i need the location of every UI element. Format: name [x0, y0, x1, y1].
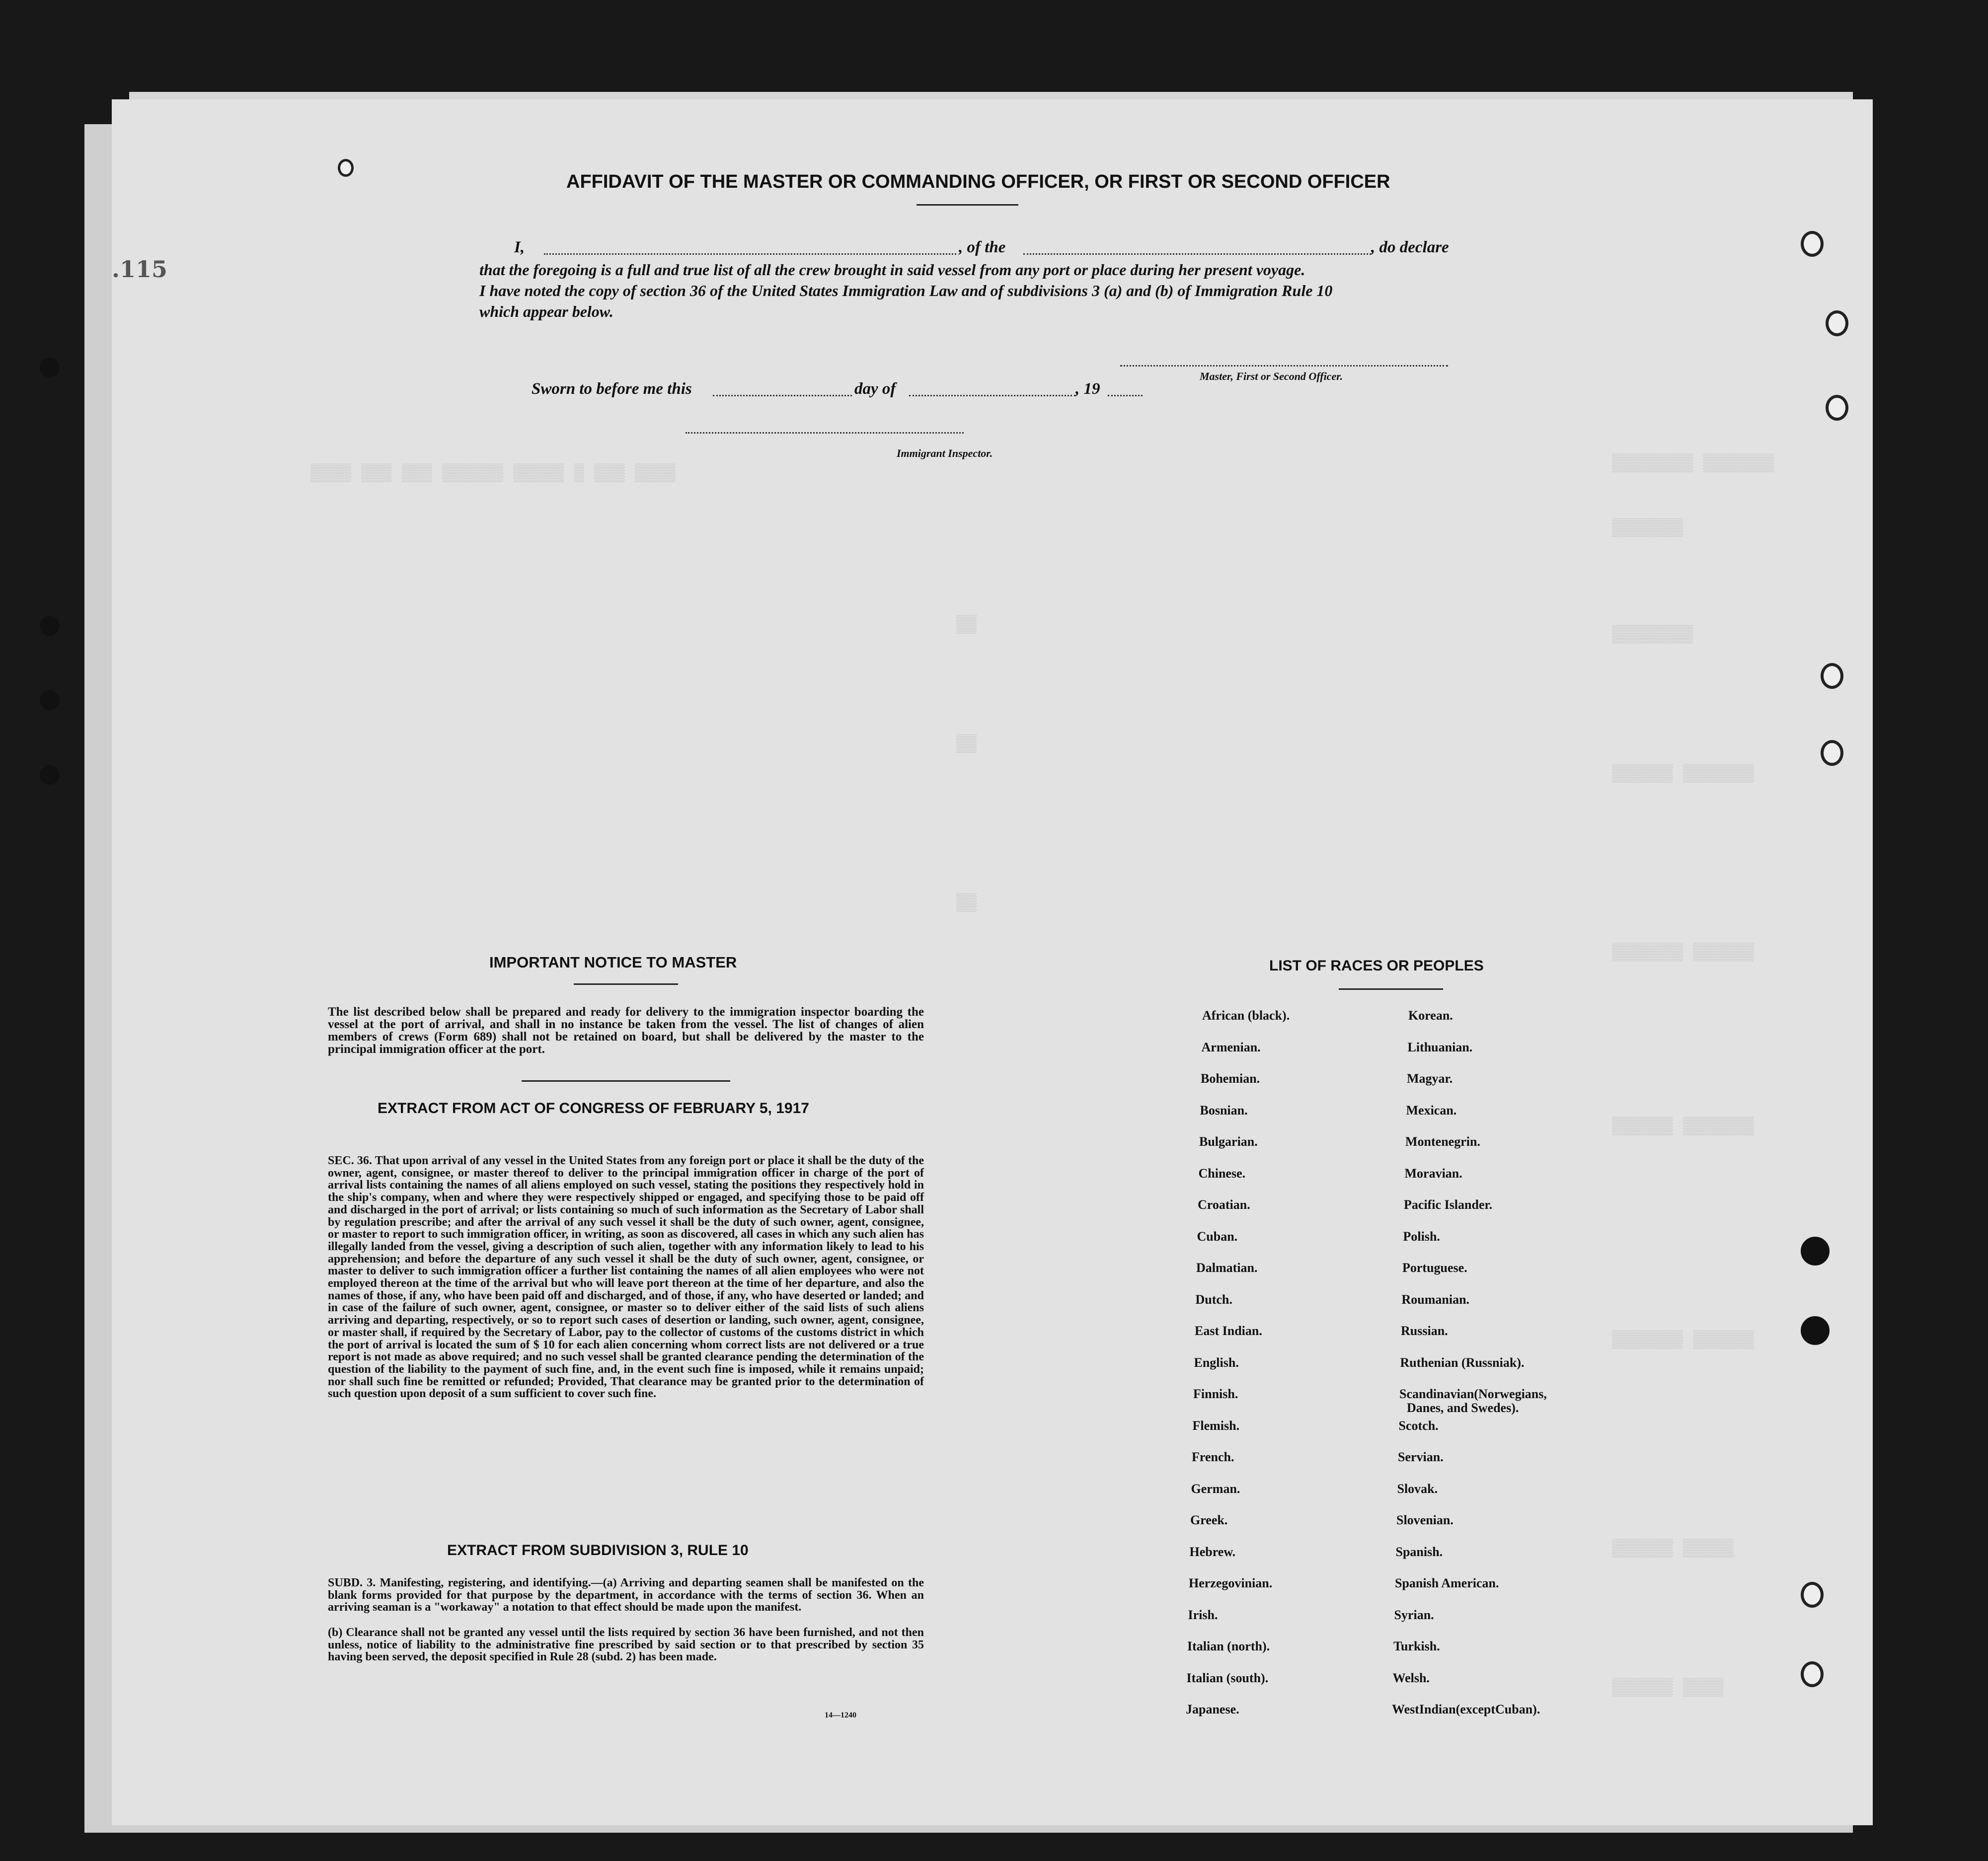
race-item: Italian (south).: [1186, 1670, 1269, 1685]
sworn-prefix: Sworn to before me this: [532, 380, 692, 398]
affidavit-line1-declare: , do declare: [1371, 238, 1449, 256]
race-item: Scotch.: [1398, 1418, 1439, 1433]
punch-hole-icon: [1801, 1582, 1824, 1608]
extract-rule-body-b: (b) Clearance shall not be granted any vessel until the lists required by section 36 have been furnished, and not then unless, notice of liability to the administrative fine prescribed by said section or to that prescribed by section 35 having been served, the deposit specified in Rule 28 (subd. 2) has been made.: [328, 1626, 924, 1664]
punch-hole-icon: [1821, 663, 1843, 689]
affidavit-line1-i: I,: [514, 238, 525, 256]
race-item: African (black).: [1202, 1008, 1290, 1023]
affidavit-line3: I have noted the copy of section 36 of the United States Immigration Law and of subdivisions 3 (a) and (b) of Immigration Rule 10: [479, 282, 1333, 299]
race-item: Italian (north).: [1187, 1639, 1270, 1653]
notice-underline: [574, 983, 678, 985]
notice-body: The list described below shall be prepared and ready for delivery to the immigration inspector boarding the vessel at the port of arrival, and shall in no instance be taken from the vessel. The list of changes of alien members of crews (Form 689) shall not be retained on board, but shall be delivered by the master to the principal immigration officer at the port.: [328, 1005, 924, 1056]
inspector-signature-field[interactable]: [686, 432, 964, 434]
race-item: Korean.: [1408, 1008, 1453, 1023]
race-item: Irish.: [1188, 1607, 1218, 1622]
race-item: Ruthenian (Russniak).: [1400, 1355, 1525, 1370]
race-item: Dutch.: [1195, 1292, 1232, 1307]
race-item: German.: [1191, 1481, 1240, 1496]
race-item: Turkish.: [1393, 1639, 1440, 1653]
section-divider: [522, 1080, 730, 1082]
race-item: Montenegrin.: [1405, 1134, 1480, 1149]
affidavit-line2: that the foregoing is a full and true list of all the crew brought in said vessel from any port or place during her present voyage.: [479, 261, 1305, 279]
race-item: Danes, and Swedes).: [1407, 1401, 1519, 1415]
bleed-through-text: ▒▒▒▒▒▒ ▒▒▒▒▒▒▒: [1612, 765, 1754, 784]
affidavit-title: AFFIDAVIT OF THE MASTER OR COMMANDING OFFICER, OR FIRST OR SECOND OFFICER: [566, 171, 1390, 192]
race-item: Herzegovinian.: [1189, 1576, 1273, 1590]
inspector-caption: Immigrant Inspector.: [897, 447, 993, 459]
race-item: Welsh.: [1392, 1670, 1430, 1685]
vessel-field[interactable]: [1023, 253, 1371, 255]
punch-hole-icon: [1821, 740, 1843, 766]
extract-rule-title: EXTRACT FROM SUBDIVISION 3, RULE 10: [447, 1542, 749, 1559]
signature-caption: Master, First or Second Officer.: [1200, 370, 1343, 382]
race-item: Chinese.: [1198, 1166, 1246, 1181]
race-item: French.: [1192, 1450, 1234, 1464]
race-item: Croatian.: [1198, 1197, 1250, 1212]
races-title: LIST OF RACES OR PEOPLES: [1269, 958, 1484, 974]
race-item: Bohemian.: [1201, 1071, 1260, 1086]
sworn-year-field[interactable]: [1108, 395, 1143, 396]
binder-hole-icon: [40, 690, 60, 710]
race-item: East Indian.: [1195, 1324, 1262, 1338]
race-item: Spanish.: [1395, 1544, 1443, 1559]
race-item: Roumanian.: [1401, 1292, 1470, 1307]
binder-hole-icon: [40, 358, 60, 377]
sworn-year-label: , 19: [1075, 380, 1100, 398]
races-underline: [1339, 988, 1443, 990]
bleed-through-text: ▒▒▒▒▒▒ ▒▒▒▒▒: [1612, 1540, 1734, 1559]
punch-hole-icon: [1801, 1237, 1830, 1265]
race-item: Dalmatian.: [1196, 1261, 1258, 1275]
race-item: Bulgarian.: [1199, 1134, 1258, 1149]
signature-field[interactable]: [1120, 365, 1448, 367]
title-underline: [917, 204, 1018, 206]
affidavit-line4: which appear below.: [479, 302, 613, 320]
race-item: Polish.: [1403, 1229, 1440, 1244]
punch-hole-icon: [338, 159, 354, 177]
punch-hole-icon: [1801, 1316, 1830, 1345]
bleed-through-text: ▒▒▒▒▒▒▒▒: [1612, 626, 1693, 645]
race-item: Syrian.: [1394, 1607, 1434, 1622]
bleed-through-text: ▒▒: [956, 894, 977, 913]
race-item: Servian.: [1398, 1450, 1444, 1464]
race-item: Slovak.: [1397, 1481, 1438, 1496]
race-item: Armenian.: [1201, 1040, 1261, 1054]
margin-number: .115: [112, 256, 168, 283]
bleed-through-text: ▒▒▒▒▒▒ ▒▒▒▒: [1612, 1679, 1724, 1698]
binder-hole-icon: [40, 616, 60, 636]
notice-title: IMPORTANT NOTICE TO MASTER: [489, 954, 737, 971]
affidavit-line1-of: , of the: [959, 238, 1006, 256]
race-item: Scandinavian(Norwegians,: [1399, 1387, 1547, 1401]
race-item: Lithuanian.: [1407, 1040, 1473, 1054]
punch-hole-icon: [1801, 231, 1824, 257]
race-item: Japanese.: [1186, 1702, 1239, 1716]
race-item: Cuban.: [1197, 1229, 1238, 1244]
extract-act-title: EXTRACT FROM ACT OF CONGRESS OF FEBRUARY 5, 1917: [378, 1100, 809, 1117]
punch-hole-icon: [1826, 310, 1848, 336]
bleed-through-text: ▒▒▒▒▒▒▒▒ ▒▒▒▒▒▒▒: [1612, 454, 1774, 473]
bleed-through-text: ▒▒: [956, 735, 977, 754]
extract-rule-body-a: SUBD. 3. Manifesting, registering, and identifying.—(a) Arriving and departing seamen shall be manifested on the blank forms provided for that purpose by the department, in accordance with the terms of section 36. When an arriving seaman is a "workaway" a notation to that effect should be made upon the manifest.: [328, 1576, 924, 1614]
race-item: Mexican.: [1406, 1103, 1457, 1117]
name-field[interactable]: [544, 253, 956, 255]
race-item: Slovenian.: [1396, 1513, 1453, 1527]
race-item: WestIndian(exceptCuban).: [1392, 1702, 1540, 1716]
bleed-through-text: ▒▒: [956, 616, 977, 635]
race-item: Moravian.: [1404, 1166, 1462, 1181]
race-item: Bosnian.: [1200, 1103, 1248, 1117]
race-item: Portuguese.: [1402, 1261, 1467, 1275]
binder-hole-icon: [40, 765, 60, 785]
form-number: 14—1240: [825, 1711, 856, 1719]
race-item: Flemish.: [1192, 1418, 1240, 1433]
race-item: Pacific Islander.: [1404, 1197, 1493, 1212]
race-item: Magyar.: [1407, 1071, 1453, 1086]
race-item: Hebrew.: [1189, 1544, 1236, 1559]
document-page: [112, 99, 1873, 1825]
bleed-through-text: ▒▒▒▒▒▒▒ ▒▒▒▒▒▒: [1612, 944, 1754, 963]
sworn-day-label: day of: [854, 380, 896, 398]
race-item: English.: [1194, 1355, 1239, 1370]
bleed-through-text: ▒▒▒▒▒▒▒ ▒▒▒▒▒▒: [1612, 1331, 1754, 1350]
sworn-day-field[interactable]: [713, 395, 852, 396]
sworn-month-field[interactable]: [909, 395, 1075, 396]
extract-act-body: SEC. 36. That upon arrival of any vessel in the United States from any foreign port or place it shall be the duty of the owner, agent, consignee, or master thereof to deliver to the principal immigration officer in charge of the port of arrival lists containing the names of all aliens employed on such vessel, stating the positions they respectively hold in the ship's company, when and where they were respectively shipped or engaged, and specifying those to be paid off and discharged in the port of arrival; or lists containing so much of such information as the Secretary of Labor shall by regulation prescribe; and after the arrival of any such vessel it shall be the duty of such owner, agent, consignee, or master to report to such immigration officer, in writing, as soon as discovered, all cases in which any such alien has illegally landed from the vessel, giving a description of such alien, together with any information likely to lead to his apprehension; and before the departure of any such vessel it shall be the duty of such owner, agent, consignee, or master to deliver to such immigration officer a further list containing the names of all alien employees who were not employed thereon at the time of the arrival but who will leave port thereon at the time of her departure, and also the names of those, if any, who have been paid off and discharged, and of those, if any, who have deserted or landed; and in case of the failure of such owner, agent, consignee, or master so to deliver either of the said lists of such aliens arriving and departing, respectively, or so to report such cases of desertion or landing, such owner, agent, consignee, or master shall, if required by the Secretary of Labor, pay to the collector of customs of the customs district in which the port of arrival is located the sum of $ 10 for each alien concerning whom correct lists are not delivered or a true report is not made as above required; and no such vessel shall be granted clearance pending the determination of the question of the liability to the payment of such fine, and, in the event such fine is imposed, while it remains unpaid; nor shall such fine be remitted or refunded; Provided, That clearance may be granted prior to the determination of such question upon deposit of a sum sufficient to cover such fine.: [328, 1154, 924, 1401]
bleed-through-text: ▒▒▒▒▒▒ ▒▒▒▒▒▒▒: [1612, 1117, 1754, 1136]
race-item: Spanish American.: [1395, 1576, 1499, 1590]
race-item: Greek.: [1190, 1513, 1228, 1527]
punch-hole-icon: [1801, 1661, 1824, 1687]
bleed-through-text: ▒▒▒▒▒▒▒: [1612, 519, 1683, 538]
punch-hole-icon: [1826, 395, 1848, 421]
bleed-through-text: ▒▒▒▒ ▒▒▒ ▒▒▒ ▒▒▒▒▒▒ ▒▒▒▒▒ ▒ ▒▒▒ ▒▒▒▒: [310, 464, 676, 483]
race-item: Finnish.: [1193, 1387, 1238, 1401]
race-item: Russian.: [1401, 1324, 1448, 1338]
